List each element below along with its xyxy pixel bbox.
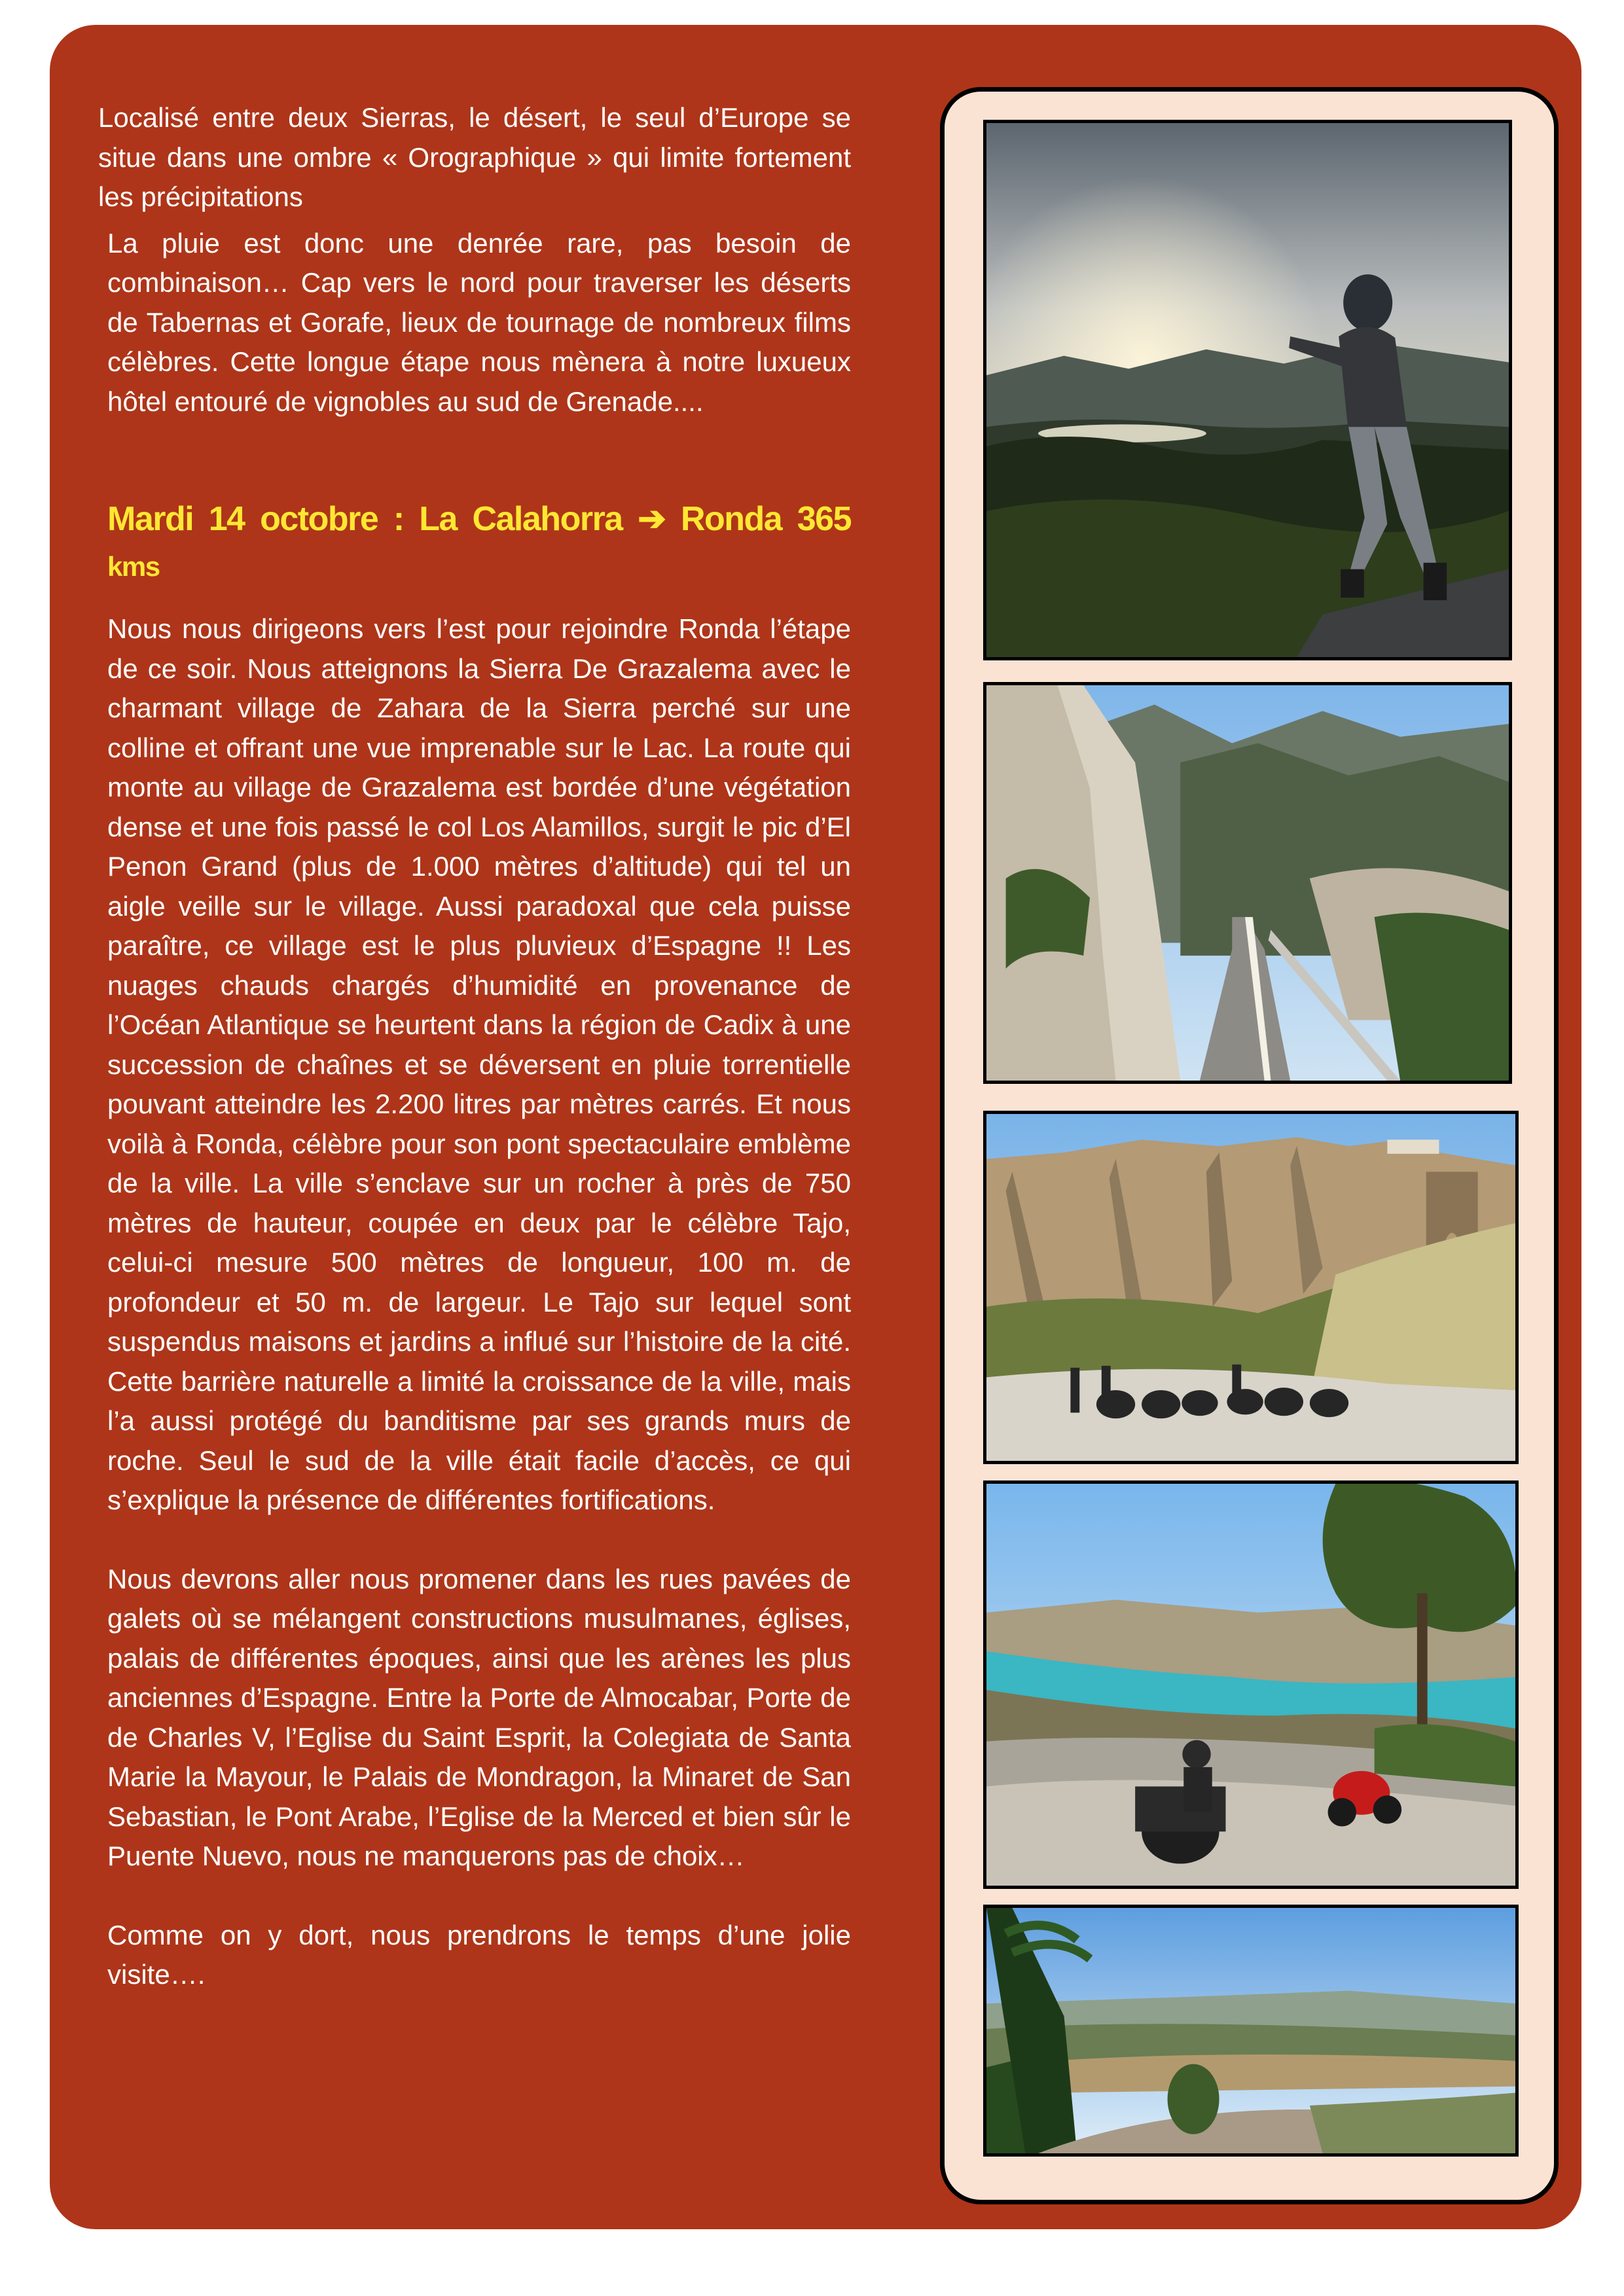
intro-paragraph: Localisé entre deux Sierras, le désert, le seul d’Europe se situe dans une ombre « Orographique » qui limite fortement les précipitations: [98, 102, 851, 212]
streets-paragraph: Nous devrons aller nous promener dans les rues pavées de galets où se mélangent constructions musulmanes, églises, palais de différentes époques, ainsi que les arènes les plus anciennes d’Espagne. Entre la Porte de Almocabar, Porte de de Charles V, l’Eglise du Saint Esprit, la Colegiata de Santa Marie la Mayour, le Palais de Mondragon, la Minaret de San Sebastian, le Pont Arabe, l’Eglise de la Merced et bien sûr le Puente Nuevo, nous ne manquerons pas de choix…: [107, 1563, 851, 1871]
photo-mountain-road-gorge: [983, 682, 1512, 1084]
ronda-paragraph: Nous nous dirigeons vers l’est pour rejoindre Ronda l’étape de ce soir. Nous atteignons la Sierra De Grazalema avec le charmant village de Zahara de la Sierra perché sur une colline et offrant une vue imprenable sur le Lac. La route qui monte au village de Grazalema est bordée d’une végétation dense et une fois passé le col Los Alamillos, surgit le pic d’El Penon Grand (plus de 1.000 mètres d’altitude) qui tel un aigle veille sur le village. Aussi paradoxal que cela puisse paraître, ce village est le plus pluvieux d’Espagne !! Les nuages chauds chargés d’humidité en provenance de l’Océan Atlantique se heurtent dans la région de Cadix à une succession de chaînes et se déversent en pluie torrentielle pouvant atteindre les 2.200 litres par mètres carrés. Et nous voilà à Ronda, célèbre pour son pont spectaculaire emblème de la ville. La ville s’enclave sur un rocher à près de 750 mètres de hauteur, coupée en deux par le célèbre Tajo, celui-ci mesure 500 mètres de longueur, 100 m. de profondeur et 50 m. de largeur. Le Tajo sur lequel sont suspendus maisons et jardins a influé sur l’histoire de la cité. Cette barrière naturelle a limité la croissance de la ville, mais l’a aussi protégé du banditisme par ses grands murs de roche. Seul le sud de la ville était facile d’accès, ce qui s’explique la présence de différentes fortifications.: [107, 613, 851, 1515]
photo-lake-viewpoint-rider: [983, 1480, 1519, 1889]
photo-ronda-cliffs-motorcycles: [983, 1111, 1519, 1464]
day-heading: [98, 496, 851, 590]
closing-paragraph: Comme on y dort, nous prendrons le temps d’une jolie visite….: [107, 1919, 851, 1990]
heading-end: Ronda 365: [680, 500, 852, 538]
photo-panorama-garden: [983, 1905, 1519, 2157]
rain-paragraph: La pluie est donc une denrée rare, pas besoin de combinaison… Cap vers le nord pour traverser les déserts de Tabernas et Gorafe, lieux de tournage de nombreux films célèbres. Cette longue étape nous mènera à notre luxueux hôtel entouré de vignobles au sud de Grenade....: [107, 227, 851, 417]
heading-start: Mardi 14 octobre : La Calahorra: [107, 500, 623, 538]
arrow-right-icon: ➔: [638, 500, 666, 538]
photo-rider-sunset-lake: [983, 120, 1512, 660]
heading-unit: kms: [107, 551, 160, 582]
article-text-column: [98, 98, 851, 1995]
